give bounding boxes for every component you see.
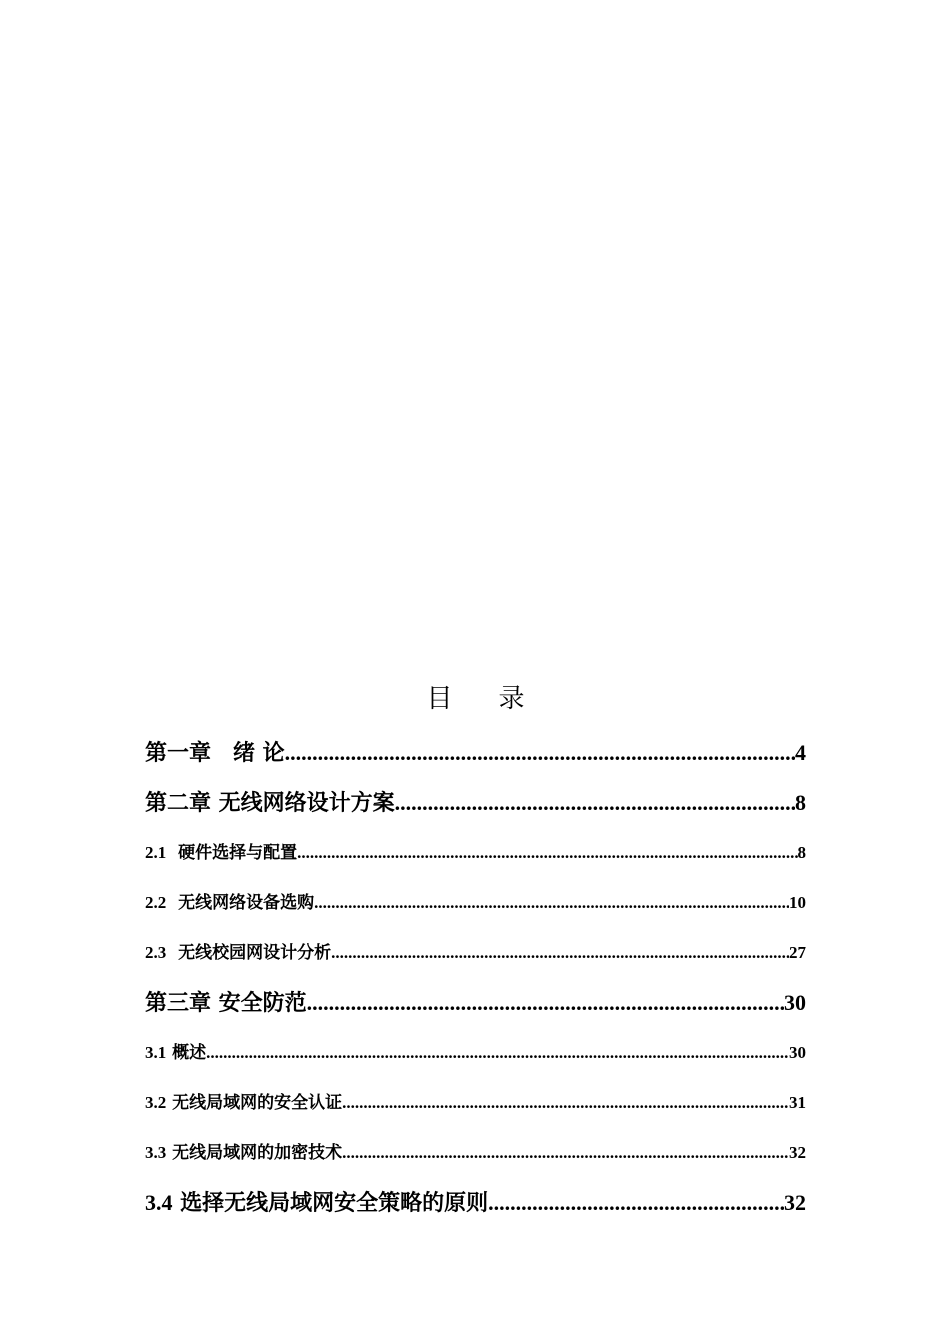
toc-entry-page: 8 — [797, 843, 806, 862]
toc-entry-page: 32 — [789, 1143, 806, 1162]
toc-entry-text: 硬件选择与配置 — [166, 843, 298, 863]
toc-leader-dots — [395, 778, 795, 828]
toc-entry[interactable] — [145, 878, 806, 928]
toc-entry-number: 3.1 — [145, 1043, 167, 1062]
toc-entry-page: 30 — [784, 990, 806, 1015]
toc-leader-dots — [342, 1078, 789, 1128]
toc-entry-text: 无线局域网的安全认证 — [166, 1093, 343, 1113]
toc-entry-text: 概述 — [166, 1043, 207, 1063]
toc-title-char-2: 录 — [498, 684, 525, 714]
toc-entry-number: 2.2 — [145, 893, 167, 912]
toc-leader-dots — [314, 878, 789, 928]
toc-entry[interactable] — [145, 728, 806, 778]
toc-entry-text: 第二章 无线网络设计方案 — [145, 790, 395, 816]
toc-entry-number: 2.1 — [145, 843, 167, 862]
toc-entry[interactable] — [145, 1028, 806, 1078]
toc-leader-dots — [342, 1128, 789, 1178]
toc-entry-page: 10 — [789, 893, 806, 912]
toc-entry-text: 无线局域网的加密技术 — [166, 1143, 343, 1163]
toc-entry-number: 2.3 — [145, 943, 167, 962]
toc-entry[interactable] — [145, 1128, 806, 1178]
toc-leader-dots — [488, 1178, 784, 1228]
toc-entry-page: 32 — [784, 1190, 806, 1215]
toc-entry-page: 8 — [795, 790, 806, 815]
toc-entry-number: 3.2 — [145, 1093, 167, 1112]
toc-entry-page: 27 — [789, 943, 806, 962]
toc-leader-dots — [331, 928, 789, 978]
toc-entry-text: 第一章 绪 论 — [145, 740, 285, 766]
toc-entry[interactable] — [145, 978, 806, 1028]
toc-entry[interactable] — [145, 928, 806, 978]
table-of-contents — [145, 678, 806, 1228]
toc-entry-page: 4 — [795, 740, 806, 765]
toc-entry-number: 3.4 — [145, 1190, 173, 1215]
toc-title-char-1: 目 — [426, 684, 453, 714]
toc-entry-text: 无线网络设备选购 — [166, 893, 315, 913]
toc-leader-dots — [307, 978, 784, 1028]
toc-entry[interactable] — [145, 778, 806, 828]
toc-entry-text: 第三章 安全防范 — [145, 990, 307, 1016]
toc-title — [145, 678, 806, 720]
toc-entry-number: 3.3 — [145, 1143, 167, 1162]
toc-entry-page: 30 — [789, 1043, 806, 1062]
toc-leader-dots — [297, 828, 797, 878]
toc-entry[interactable] — [145, 828, 806, 878]
toc-entry-text: 无线校园网设计分析 — [166, 943, 332, 963]
toc-entry-page: 31 — [789, 1093, 806, 1112]
toc-leader-dots — [206, 1028, 789, 1078]
toc-entry[interactable] — [145, 1078, 806, 1128]
toc-entry[interactable] — [145, 1178, 806, 1228]
toc-leader-dots — [285, 728, 795, 778]
toc-entry-text: 选择无线局域网安全策略的原则 — [172, 1190, 489, 1216]
